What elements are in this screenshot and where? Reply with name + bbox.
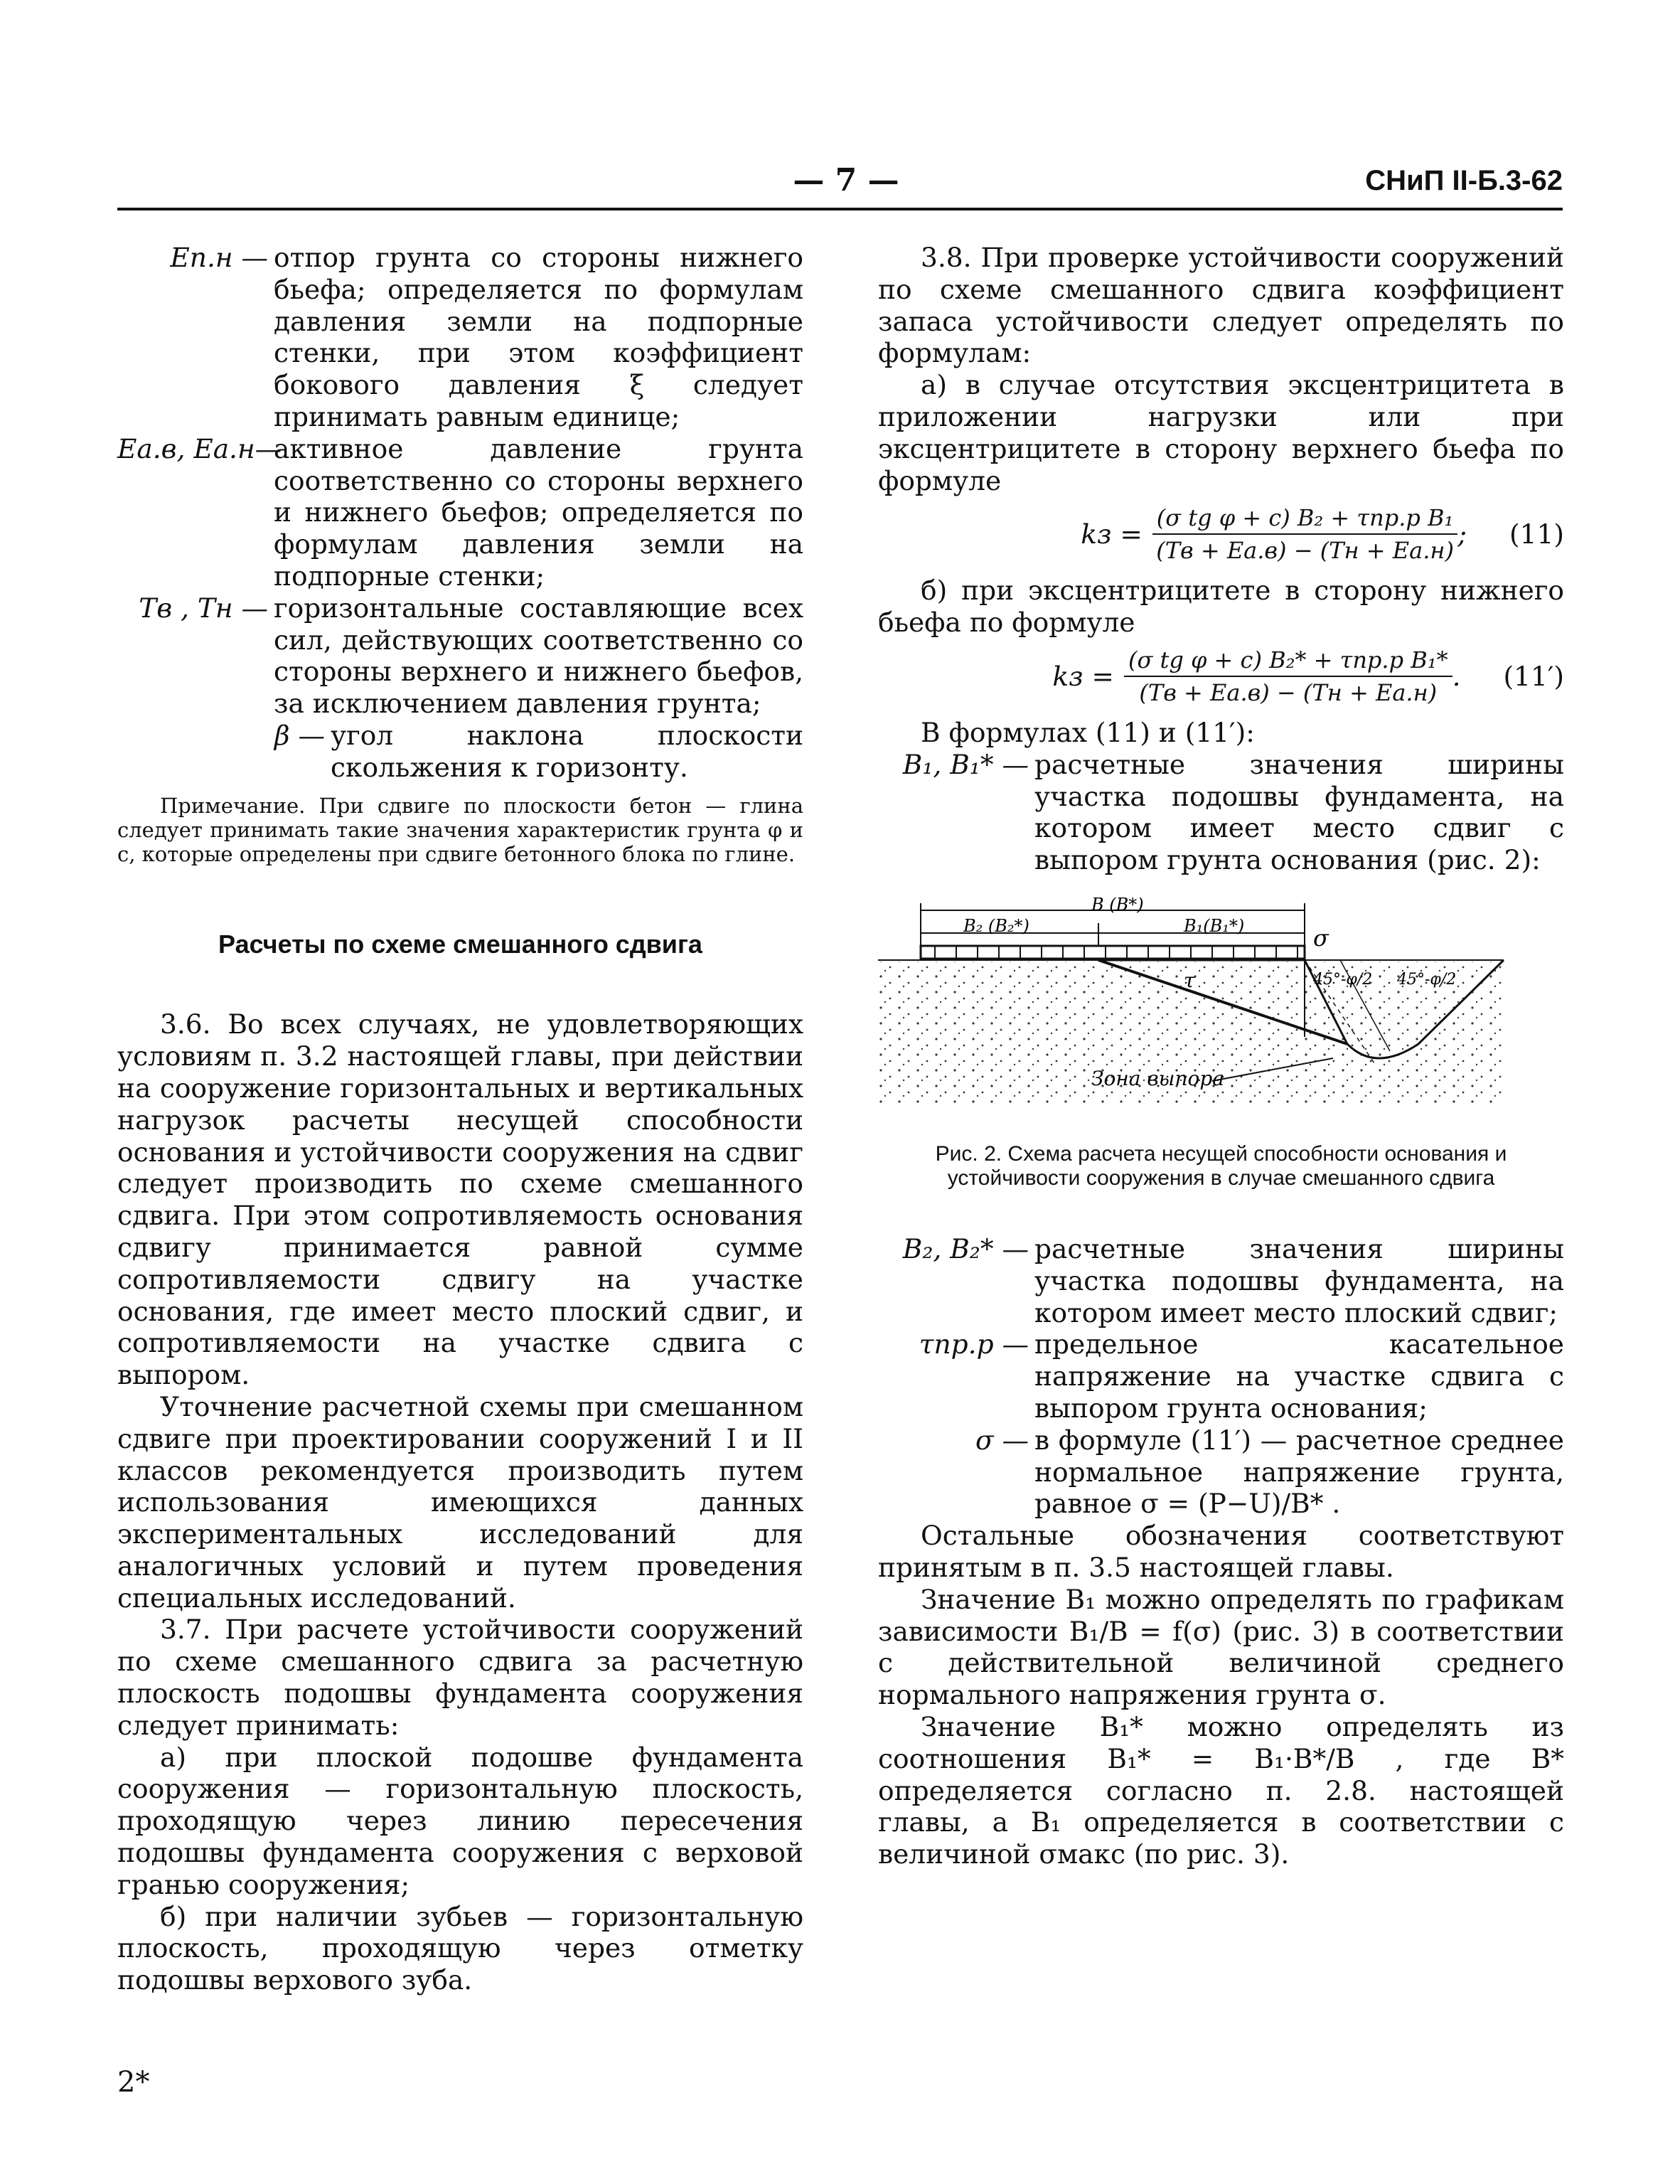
formula-lhs: kз = xyxy=(1052,660,1114,692)
definition-text: угол наклона плоскости скольжения к горизонту. xyxy=(331,719,803,783)
definition-text: расчетные значения ширины участка подошвы фундамента, на котором имеет место плоский сдвиг; xyxy=(1034,1232,1564,1328)
label-b: B (B*) xyxy=(1091,894,1144,915)
paragraph-3-7: 3.7. При расчете устойчивости сооружений по схеме смешанного сдвига за расчетную плоскость подошвы фундамента сооружения следует принимать: xyxy=(117,1614,803,1741)
formula-tail: ; xyxy=(1457,518,1467,550)
definition-text: активное давление грунта соответственно со стороны верхнего и нижнего бьефов; определяется по формулам давления земли на подпорные стенки; xyxy=(274,432,803,592)
paragraph-3-7-a: а) при плоской подошве фундамента сооружения — горизонтальную плоскость, проходящую через линию пересечения подошвы фундамента сооружения с верховой гранью сооружения; xyxy=(117,1741,803,1900)
definition-symbol: τпр.р — xyxy=(919,1328,1029,1360)
definition-t xyxy=(117,592,803,720)
definition-text: расчетные значения ширины участка подошвы фундамента, на котором имеет место сдвиг с выпором грунта основания (рис. 2): xyxy=(1034,748,1564,876)
definition-b1 xyxy=(878,749,1564,876)
definition-symbol: Eа.в, Eа.н— xyxy=(117,432,282,464)
paragraph-b1-value: Значение B₁ можно определять по графикам зависимости B₁/B = f(σ) (рис. 3) в соответствии с действительной величиной среднего нормального напряжения грунта σ. xyxy=(878,1583,1564,1711)
definition-symbol: Eп.н — xyxy=(170,242,268,273)
definition-symbol: B₁, B₁* — xyxy=(902,748,1029,780)
right-column xyxy=(878,242,1564,1870)
formula-11 xyxy=(878,504,1564,565)
figure-2 xyxy=(878,895,1561,1129)
definition-symbol: Tв , Tн — xyxy=(139,592,268,624)
paragraph-other-notation: Остальные обозначения соответствуют принятым в п. 3.5 настоящей главы. xyxy=(878,1520,1564,1583)
note: Примечание. При сдвиге по плоскости бетон — глина следует принимать такие значения характеристик грунта φ и c, которые определены при сдвиге бетонного блока по глине. xyxy=(117,793,803,866)
formula-tail: . xyxy=(1452,660,1461,692)
mixed-shear-diagram xyxy=(878,895,1561,1129)
paragraph-3-8-a: а) в случае отсутствия эксцентрицитета в приложении нагрузки или при эксцентрицитете в сторону верхнего бьефа по формуле xyxy=(878,369,1564,496)
definition-ep xyxy=(117,242,803,433)
paragraph-3-6: 3.6. Во всех случаях, не удовлетворяющих условиям п. 3.2 настоящей главы, при действии на сооружение горизонтальных и вертикальных нагрузок расчеты несущей способности основания и устойчивости сооружения на сдвиг следует производить по схеме смешанного сдвига. При этом сопротивляемость основания сдвигу принимается равной сумме сопротивляемости сдвигу на участке основания, где имеет место плоский сдвиг, и сопротивляемости на участке сдвига с выпором. xyxy=(117,1008,803,1391)
equation-number: (11) xyxy=(1509,518,1564,550)
label-angle-1: 45°-φ/2 xyxy=(1313,970,1373,989)
header-rule xyxy=(117,208,1563,211)
left-column xyxy=(117,242,803,1996)
definition-text: в формуле (11′) — расчетное среднее нормальное напряжение грунта, равное σ = (P−U)/B* . xyxy=(1034,1424,1564,1520)
page-number: — 7 — xyxy=(793,162,899,198)
equation-number: (11′) xyxy=(1503,660,1564,692)
definition-symbol: B₂, B₂* — xyxy=(902,1232,1029,1264)
label-sigma: σ xyxy=(1313,924,1329,952)
definition-symbol: β — xyxy=(274,719,325,751)
definition-sigma xyxy=(878,1424,1564,1520)
definition-text: предельное касательное напряжение на участке сдвига с выпором грунта основания; xyxy=(1034,1328,1564,1424)
definition-text: отпор грунта со стороны нижнего бьефа; определяется по формулам давления земли на подпорные стенки, при этом коэффициент бокового давления ξ следует принимать равным единице; xyxy=(274,242,803,432)
definition-text: горизонтальные составляющие всех сил, действующих соответственно со стороны верхнего и нижнего бьефов, за исключением давления грунта; xyxy=(274,592,803,720)
definition-b2 xyxy=(878,1233,1564,1328)
formula-numerator: (σ tg φ + c) B₂* + τпр.р B₁* xyxy=(1124,646,1452,677)
paragraph-3-7-b: б) при наличии зубьев — горизонтальную плоскость, проходящую через отметку подошвы верхового зуба. xyxy=(117,1900,803,1996)
definition-ea xyxy=(117,433,803,592)
document-code: СНиП II-Б.3-62 xyxy=(1365,165,1563,196)
formula-denominator: (Tв + Eа.в) − (Tн + Eа.н) xyxy=(1139,678,1438,706)
figure-caption: Рис. 2. Схема расчета несущей способности основания и устойчивости сооружения в случае смешанного сдвига xyxy=(935,1141,1507,1190)
formula-numerator: (σ tg φ + c) B₂ + τпр.р B₁ xyxy=(1152,504,1458,535)
definition-beta xyxy=(117,720,803,784)
sheet-mark: 2* xyxy=(117,2066,150,2099)
formula-11-prime xyxy=(878,646,1564,707)
definition-tau xyxy=(878,1328,1564,1424)
definition-symbol: σ — xyxy=(975,1424,1029,1456)
label-zone: Зона выпора xyxy=(1091,1066,1224,1090)
section-title: Расчеты по схеме смешанного сдвига xyxy=(218,929,702,959)
label-b1: B₁(B₁*) xyxy=(1184,915,1245,936)
paragraph-b1-star-value: Значение B₁* можно определять из соотношения B₁* = B₁·B*/B , где B* определяется согласно п. 2.8. настоящей главы, а B₁ определяется в соответствии с величиной σмакс (по рис. 3). xyxy=(878,1710,1564,1870)
formula-denominator: (Tв + Eа.в) − (Tн + Eа.н) xyxy=(1156,537,1454,565)
formula-lhs: kз = xyxy=(1081,518,1143,550)
paragraph-3-8: 3.8. При проверке устойчивости сооружений по схеме смешанного сдвига коэффициент запаса устойчивости следует определять по формулам: xyxy=(878,242,1564,369)
label-angle-2: 45°-φ/2 xyxy=(1397,970,1457,989)
formulas-intro: В формулах (11) и (11′): xyxy=(921,716,1255,748)
paragraph-3-8-b: б) при эксцентрицитете в сторону нижнего бьефа по формуле xyxy=(878,575,1564,639)
label-b2: B₂ (B₂*) xyxy=(963,915,1029,936)
formula-fraction xyxy=(1124,646,1452,707)
formula-fraction xyxy=(1152,504,1458,565)
label-tau: τ xyxy=(1184,968,1195,992)
paragraph-3-6-refinement: Уточнение расчетной схемы при смешанном сдвиге при проектировании сооружений I и II классов рекомендуется производить путем использования имеющихся данных экспериментальных исследований для аналогичных условий и путем проведения специальных исследований. xyxy=(117,1390,803,1614)
